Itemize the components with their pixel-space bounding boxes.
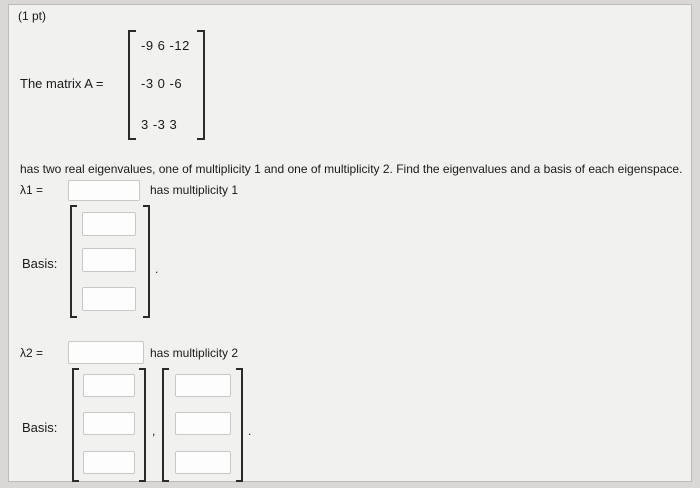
lambda1-multiplicity: has multiplicity 1 — [150, 183, 239, 197]
matrix-row-2: -3 0 -6 — [141, 76, 183, 91]
lambda2-label: λ2 = — [20, 346, 44, 360]
matrix-row-1: -9 6 -12 — [141, 38, 190, 53]
basis2a-left-bracket — [72, 368, 79, 482]
basis2-label: Basis: — [22, 420, 58, 435]
basis1-right-bracket — [143, 205, 150, 318]
basis2a-entry-2[interactable] — [83, 412, 135, 435]
basis2b-entry-3[interactable] — [175, 451, 231, 474]
problem-text: has two real eigenvalues, one of multiplicity 1 and one of multiplicity 2. Find the eigenvalues and a basis of each eigenspace. — [20, 162, 683, 176]
points-label: (1 pt) — [18, 9, 47, 23]
basis1-period: . — [155, 262, 159, 276]
basis1-entry-3[interactable] — [82, 287, 136, 311]
basis2a-entry-1[interactable] — [83, 374, 135, 397]
basis2b-right-bracket — [236, 368, 243, 482]
matrix-right-bracket — [197, 30, 205, 140]
basis2a-right-bracket — [139, 368, 146, 482]
basis2b-entry-2[interactable] — [175, 412, 231, 435]
lambda2-input[interactable] — [68, 341, 144, 364]
basis2a-entry-3[interactable] — [83, 451, 135, 474]
matrix-row-3: 3 -3 3 — [141, 117, 178, 132]
basis2-period: . — [248, 424, 252, 438]
basis2b-left-bracket — [162, 368, 169, 482]
basis2b-entry-1[interactable] — [175, 374, 231, 397]
lambda1-label: λ1 = — [20, 183, 44, 197]
matrix-left-bracket — [128, 30, 136, 140]
matrix-label: The matrix A = — [20, 76, 104, 91]
basis1-entry-1[interactable] — [82, 212, 136, 236]
problem-panel — [8, 4, 692, 482]
basis2-comma: , — [152, 424, 156, 438]
lambda2-multiplicity: has multiplicity 2 — [150, 346, 239, 360]
basis1-label: Basis: — [22, 256, 58, 271]
basis1-entry-2[interactable] — [82, 248, 136, 272]
lambda1-input[interactable] — [68, 180, 140, 201]
basis1-left-bracket — [70, 205, 77, 318]
